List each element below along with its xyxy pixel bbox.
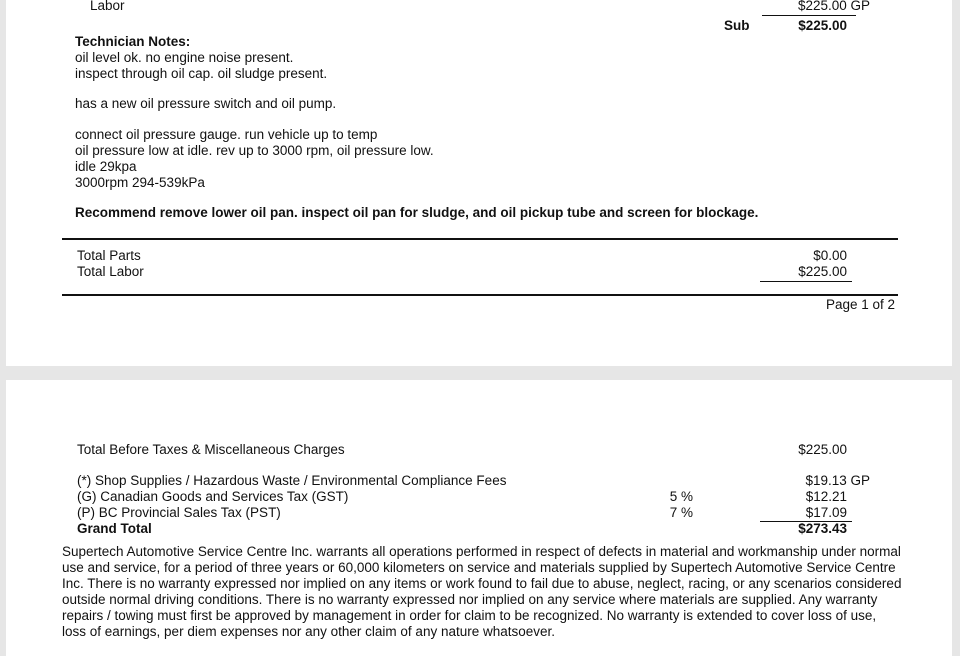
charge-label: (P) BC Provincial Sales Tax (PST) (77, 505, 281, 520)
recommendation-text: Recommend remove lower oil pan. inspect oil pan for sludge, and oil pickup tube and screen for blockage. (75, 205, 759, 220)
note-line: inspect through oil cap. oil sludge present. (75, 66, 328, 81)
before-taxes-amount: $225.00 (798, 442, 847, 457)
sub-amount: $225.00 (798, 18, 847, 33)
charge-label: (*) Shop Supplies / Hazardous Waste / Environmental Compliance Fees (77, 473, 507, 488)
note-line: 3000rpm 294-539kPa (75, 175, 205, 190)
grand-total-amount: $273.43 (798, 521, 847, 536)
total-labor-underline (760, 281, 852, 282)
before-taxes-label: Total Before Taxes & Miscellaneous Charges (77, 442, 345, 457)
note-line: idle 29kpa (75, 159, 137, 174)
totals-top-rule (62, 238, 898, 240)
invoice-page-1 (6, 0, 952, 366)
total-parts-label: Total Parts (77, 248, 141, 263)
labor-amount: $225.00 GP (797, 0, 870, 13)
grand-total-label: Grand Total (77, 521, 152, 536)
page-number: Page 1 of 2 (825, 297, 895, 312)
totals-bottom-rule (62, 294, 898, 296)
charge-rate: 5 % (669, 489, 693, 504)
total-labor-amount: $225.00 (798, 264, 847, 279)
note-line: connect oil pressure gauge. run vehicle up to temp (75, 127, 378, 142)
total-labor-label: Total Labor (77, 264, 144, 279)
invoice-page-2 (6, 380, 952, 656)
note-line: oil pressure low at idle. rev up to 3000 rpm, oil pressure low. (75, 143, 434, 158)
charge-amount: $19.13 GP (805, 473, 870, 488)
sub-label: Sub (724, 18, 750, 33)
warranty-text: Supertech Automotive Service Centre Inc. warrants all operations performed in respect of defects in material and workmanship under normal use and service, for a period of three years or 60,000 kilometers on service and materials supplied by Supertech Automotive Service Centre Inc. There is no warranty expressed nor implied on any items or work found to fail due to abuse, neglect, racing, or any scenarios considered outside normal driving conditions. There is no warranty expressed nor implied on any service where materials are supplied. Any warranty repairs / towing must first be approved by management in order for claim to be recognized. No warranty is extended to cover loss of use, loss of earnings, per diem expenses nor any other claim of any nature whatsoever. (62, 544, 902, 639)
technician-notes-heading: Technician Notes: (75, 34, 191, 49)
charge-rate: 7 % (669, 505, 693, 520)
labor-subtotal-rule (762, 15, 856, 16)
note-line: oil level ok. no engine noise present. (75, 50, 294, 65)
labor-label: Labor (90, 0, 125, 13)
charge-amount: $17.09 (805, 505, 847, 520)
charge-amount: $12.21 (805, 489, 847, 504)
total-parts-amount: $0.00 (813, 248, 847, 263)
note-line: has a new oil pressure switch and oil pump. (75, 96, 337, 111)
charge-label: (G) Canadian Goods and Services Tax (GST) (77, 489, 349, 504)
